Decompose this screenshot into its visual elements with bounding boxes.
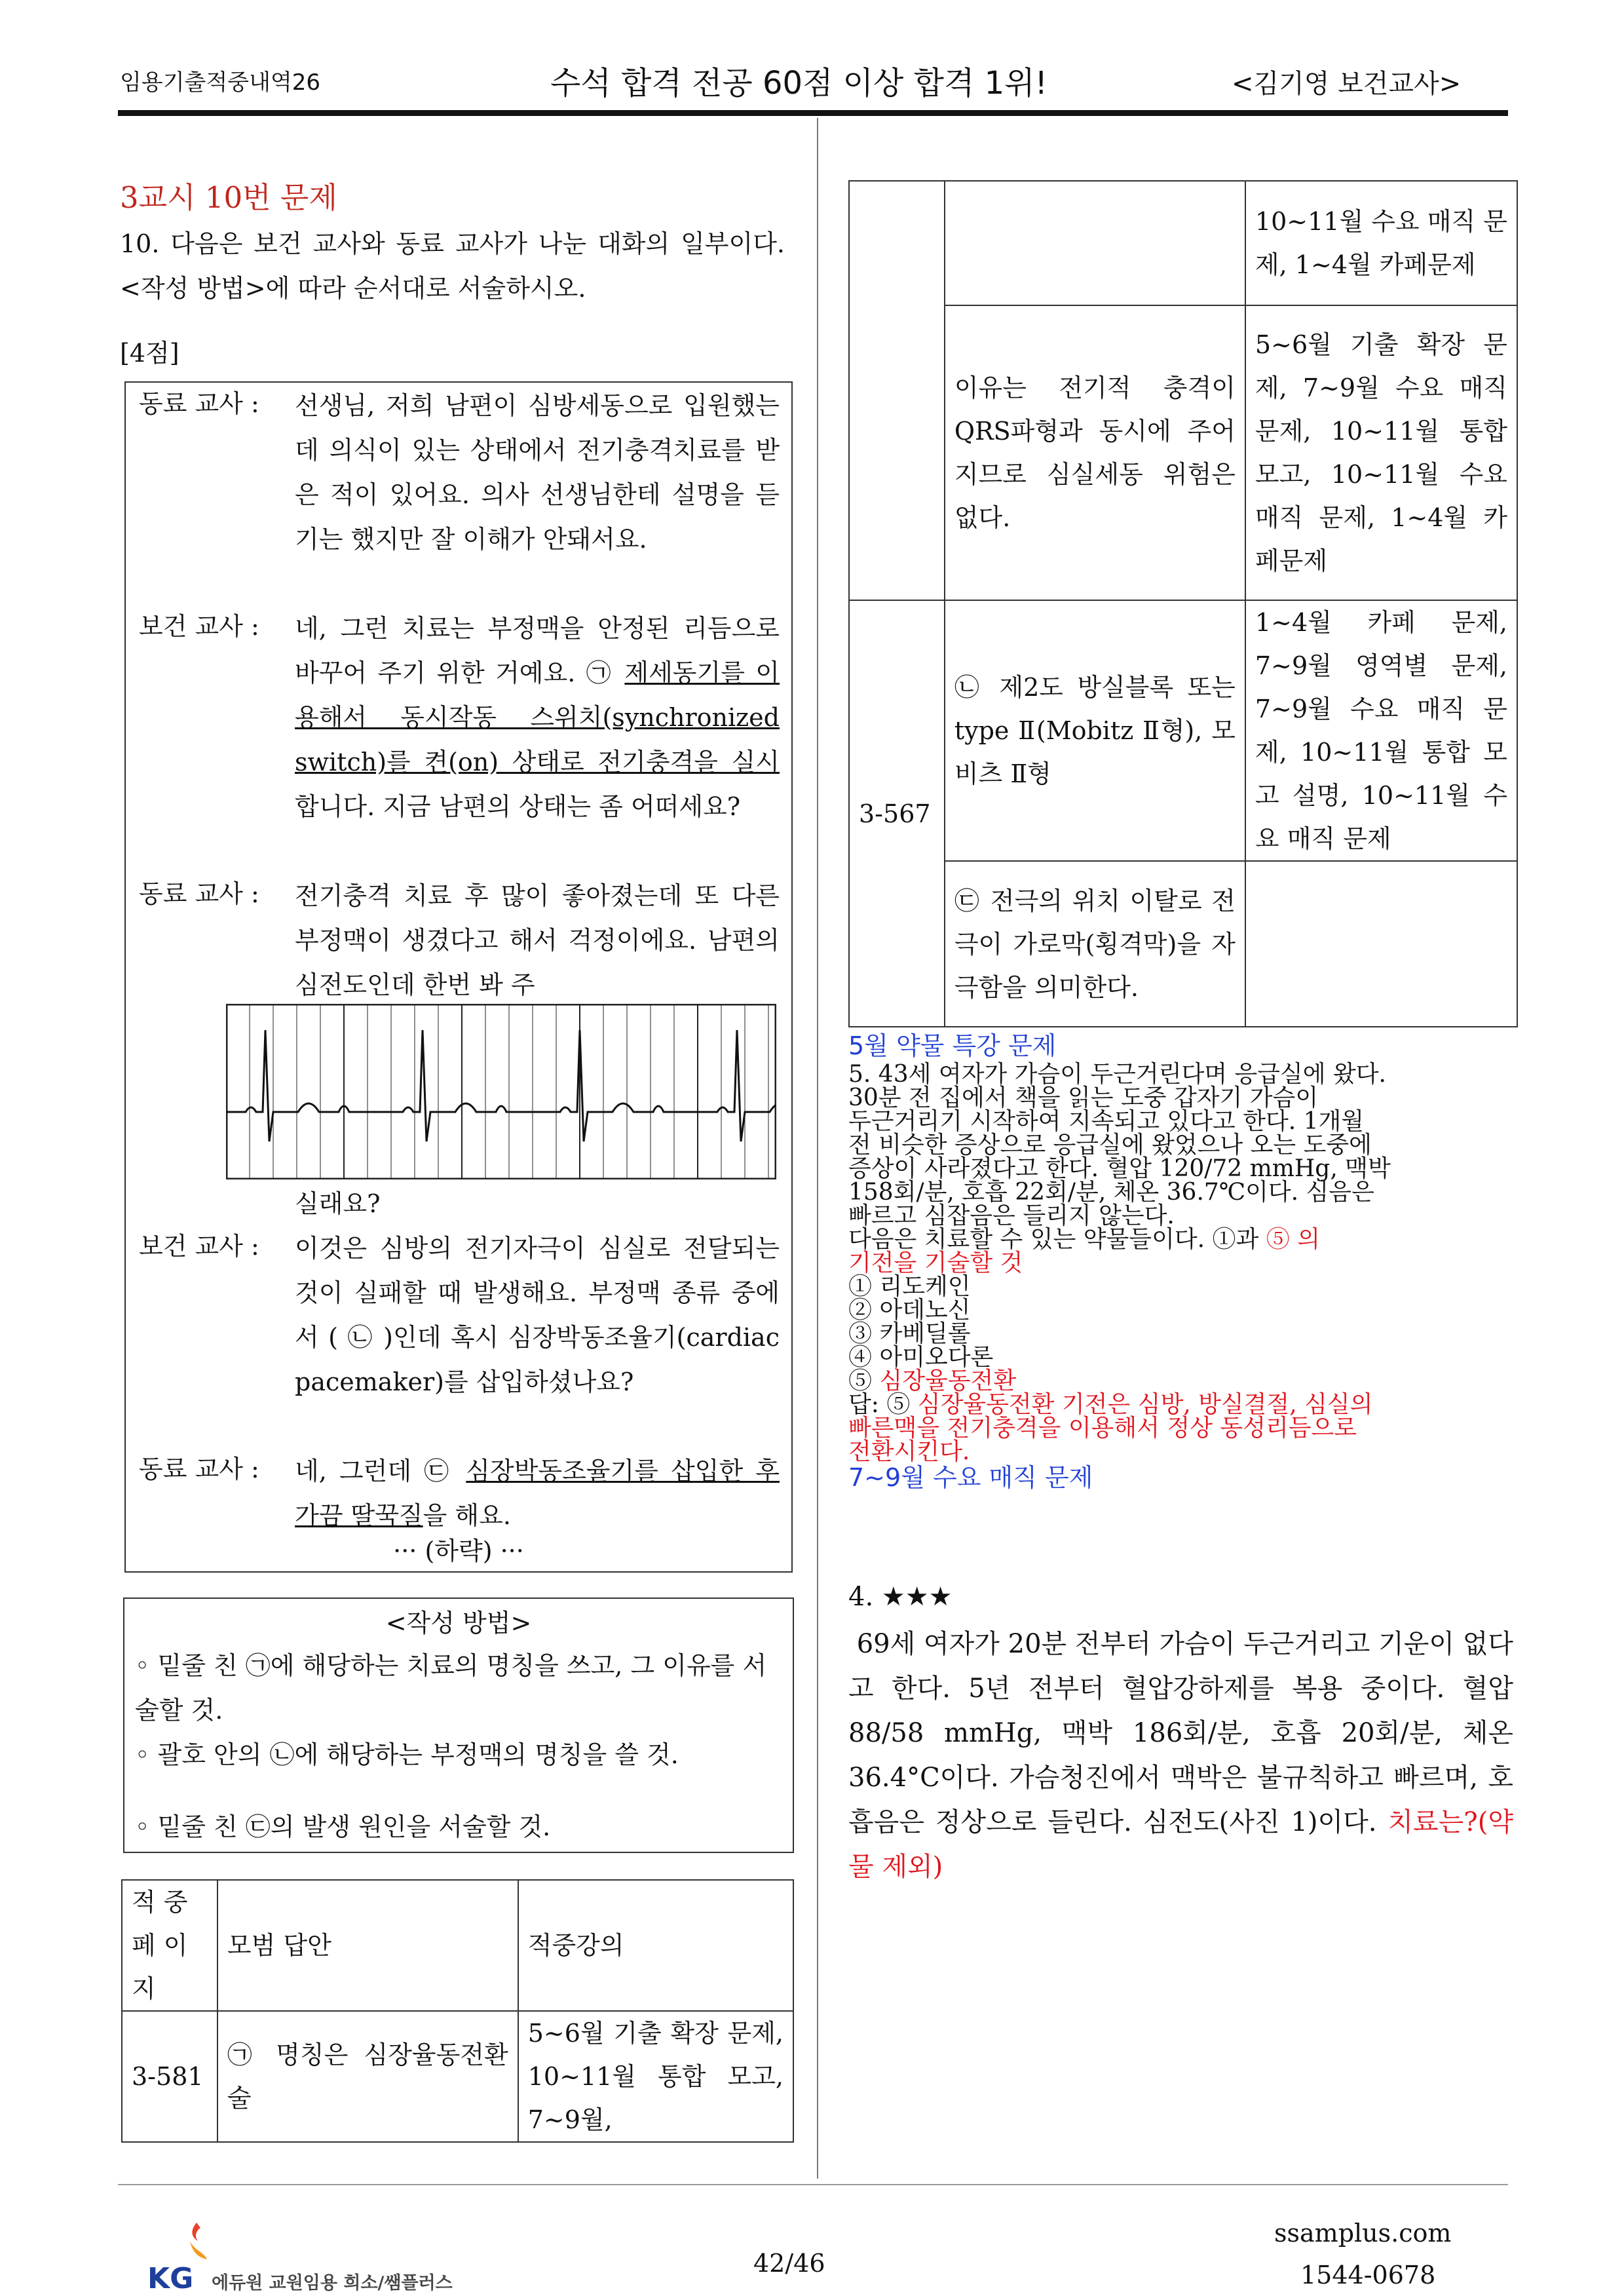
cell-lecture: 5~6월 기출 확장 문제, 10~11월 통합 모고, 7~9월,: [518, 2011, 793, 2142]
header-cell-answer: 모범 답안: [217, 1880, 518, 2011]
dialog-text: 합니다. 지금 남편의 상태는 좀 어떠세요?: [295, 792, 741, 821]
answer-label: 답: ⑤: [848, 1391, 918, 1418]
q5-line: 5. 43세 여자가 가슴이 두근거린다며 응급실에 왔다.: [848, 1061, 1387, 1088]
q5-option-5: [848, 1369, 1510, 1393]
q5-ask-highlight-2: 기전을 기술할 것: [848, 1250, 1023, 1276]
option5-number: ⑤: [848, 1368, 880, 1394]
dialog-speaker: 보건 교사 :: [139, 612, 259, 641]
cell-answer: ㉠ 명칭은 심장율동전환술: [217, 2011, 518, 2142]
dialog-text: 네, 그런데 ㉢: [295, 1457, 466, 1485]
page-number: 42/46: [753, 2249, 825, 2278]
q5-ask-highlight: ⑤ 의: [1266, 1226, 1320, 1253]
method-item: ◦ 밑줄 친 ㉢의 발생 원인을 서술할 것.: [135, 1812, 551, 1841]
question-points: [4점]: [120, 339, 179, 368]
q5-option: ① 리도케인: [848, 1273, 971, 1300]
cell-answer: 이유는 전기적 충격이 QRS파형과 동시에 주어지므로 심실세동 위험은 없다.: [945, 305, 1245, 600]
dialog-line: 이것은 심방의 전기자극이 심실로 전달되는 것이 실패할 때 발생해요. 부정맥 종류 중에서 ( ㉡ )인데 혹시 심장박동조율기(cardiac pacemaker)를 삽입하셨나요?: [295, 1234, 780, 1396]
table-row: [849, 181, 1517, 305]
question-intro: 10. 다음은 보건 교사와 동료 교사가 나눈 대화의 일부이다. <작성 방법>에 따라 순서대로 서술하시오.: [120, 229, 785, 303]
cell-answer: ㉡ 제2도 방실블록 또는 type Ⅱ(Mobitz Ⅱ형), 모비츠 Ⅱ형: [945, 600, 1245, 861]
q5-line: 30분 전 집에서 책을 읽는 도중 갑자기 가슴이: [848, 1084, 1319, 1111]
may-section-heading: 5월 약물 특강 문제: [848, 1031, 1057, 1060]
header-cell-page: 적 중 페 이 지: [122, 1880, 217, 2011]
footer-rule: [118, 2184, 1508, 2185]
q5-line: 빠르고 심잡음은 들리지 않는다.: [848, 1202, 1175, 1229]
underlined-text-c: 심장박동조율기를 삽입한 후 가끔 딸꾹질: [295, 1457, 780, 1530]
q5-ask-text: 다음은 치료할 수 있는 약물들이다. ①과: [848, 1226, 1266, 1253]
site-url: ssamplus.com: [1274, 2219, 1452, 2248]
magic-section-heading: 7~9월 수요 매직 문제: [848, 1463, 1093, 1492]
underlined-text-a: 제세동기를 이용해서 동시작동 스위치(synchronized switch)를 켠(on) 상태로 전기충격을 실시: [295, 659, 780, 776]
question-4-text: [848, 1622, 1513, 1889]
dialog-line-continued: 실래요?: [295, 1189, 381, 1218]
answer-table-left: [121, 1879, 794, 2143]
question-4-number: 4. ★★★: [848, 1582, 953, 1612]
q4-highlight: 치료는?(약물 제외): [848, 1807, 1513, 1882]
dialog-speaker: 동료 교사 :: [139, 1455, 259, 1483]
ecg-strip: [226, 1004, 776, 1179]
q4-body: 69세 여자가 20분 전부터 가슴이 두근거리고 기운이 없다고 한다. 5년 전부터 혈압강하제를 복용 중이다. 혈압 88/58 mmHg, 맥박 186회/분, 호흡 20회/분, 체온 36.4°C이다. 가슴청진에서 맥박은 불규칙하고 빠르며, 호흡음은 정상으로 들린다. 심전도(사진 1)이다.: [848, 1629, 1513, 1837]
dialog-line: 전기충격 치료 후 많이 좋아졌는데 또 다른 부정맥이 생겼다고 해서 걱정이에요. 남편의 심전도인데 한번 봐 주: [295, 881, 780, 999]
table-row: [849, 600, 1517, 861]
answer-table-right: [848, 180, 1518, 1027]
table-row: [122, 2011, 793, 2142]
cell-answer: ㉢ 전극의 위치 이탈로 전극이 가로막(횡격막)을 자극함을 의미한다.: [945, 861, 1245, 1027]
cell-lecture: 10~11월 수요 매직 문제, 1~4월 카페문제: [1245, 181, 1517, 305]
table-header-row: [122, 1880, 793, 2011]
header-right: <김기영 보건교사>: [1232, 69, 1462, 99]
method-item: ◦ 밑줄 친 ㉠에 해당하는 치료의 명칭을 쓰고, 그 이유를 서술할 것.: [135, 1651, 767, 1725]
header-cell-lecture: 적중강의: [518, 1880, 793, 2011]
q5-option: ③ 카베딜롤: [848, 1320, 971, 1347]
q5-line: 증상이 사라졌다고 한다. 혈압 120/72 mmHg, 맥박: [848, 1155, 1391, 1182]
dialog-speaker: 동료 교사 :: [139, 389, 259, 418]
logo-text: 에듀원 교원임용 희소/쌤플러스: [212, 2273, 453, 2293]
q5-option: ④ 아미오다론: [848, 1344, 994, 1371]
dialog-line: [295, 606, 780, 829]
cell-lecture: 5~6월 기출 확장 문제, 7~9월 수요 매직 문제, 10~11월 통합 모고, 10~11월 수요 매직 문제, 1~4월 카페문제: [1245, 305, 1517, 600]
omitted-note: ··· (하략) ···: [393, 1537, 524, 1565]
q5-line: 전 비슷한 증상으로 응급실에 왔었으나 오는 도중에: [848, 1132, 1372, 1158]
dialog-text: 을 해요.: [423, 1501, 511, 1530]
table-row: [849, 861, 1517, 1027]
method-title: <작성 방법>: [385, 1609, 532, 1637]
cell-lecture: 1~4월 카페 문제, 7~9월 영역별 문제, 7~9월 수요 매직 문제, 10~11월 통합 모고 설명, 10~11월 수요 매직 문제: [1245, 600, 1517, 861]
cell-answer: [945, 181, 1245, 305]
q5-line: 158회/분, 호흡 22회/분, 체온 36.7℃이다. 심음은: [848, 1179, 1374, 1206]
cell-lecture: [1245, 861, 1517, 1027]
answer-text-3: 전환시킨다.: [848, 1438, 970, 1465]
dialog-line: 선생님, 저희 남편이 심방세동으로 입원했는데 의식이 있는 상태에서 전기충격치료를 받은 적이 있어요. 의사 선생님한테 설명을 듣기는 했지만 잘 이해가 안돼서요.: [295, 391, 780, 554]
logo-flame-icon: [177, 2221, 216, 2267]
cell-page: [849, 181, 945, 600]
question-title: 3교시 10번 문제: [120, 180, 337, 215]
option5-text: 심장율동전환: [879, 1368, 1017, 1394]
q5-answer: [848, 1393, 1510, 1417]
answer-text: 심장율동전환 기전은 심방, 방실결절, 심실의: [917, 1391, 1373, 1418]
q5-line: 두근거리기 시작하여 지속되고 있다고 한다. 1개월: [848, 1108, 1365, 1135]
cell-page: 3-581: [122, 2011, 217, 2142]
header-center: 수석 합격 전공 60점 이상 합격 1위!: [550, 65, 1048, 102]
column-divider: [817, 118, 818, 2179]
logo-kg: KG: [147, 2262, 194, 2295]
header-left: 임용기출적중내역26: [120, 69, 321, 96]
q5-ask: [848, 1228, 1510, 1252]
dialog-speaker: 보건 교사 :: [139, 1232, 259, 1261]
dialog-text: 네, 그런 치료는 부정맥을 안정된 리듬으로 바꾸어 주기 위한 거예요. ㉠: [295, 614, 780, 687]
dialog-line: [295, 1449, 780, 1538]
table-row: [849, 305, 1517, 600]
q5-option: ② 아데노신: [848, 1297, 971, 1324]
answer-text-2: 빠른맥을 전기충격을 이용해서 정상 동성리듬으로: [848, 1415, 1357, 1442]
phone-number: 1544-0678: [1300, 2261, 1436, 2289]
cell-page: 3-567: [849, 600, 945, 1027]
method-item: ◦ 괄호 안의 ㉡에 해당하는 부정맥의 명칭을 쓸 것.: [135, 1740, 679, 1769]
question-5: [848, 1063, 1510, 1491]
header-rule: [118, 110, 1508, 116]
dialog-speaker: 동료 교사 :: [139, 879, 259, 908]
